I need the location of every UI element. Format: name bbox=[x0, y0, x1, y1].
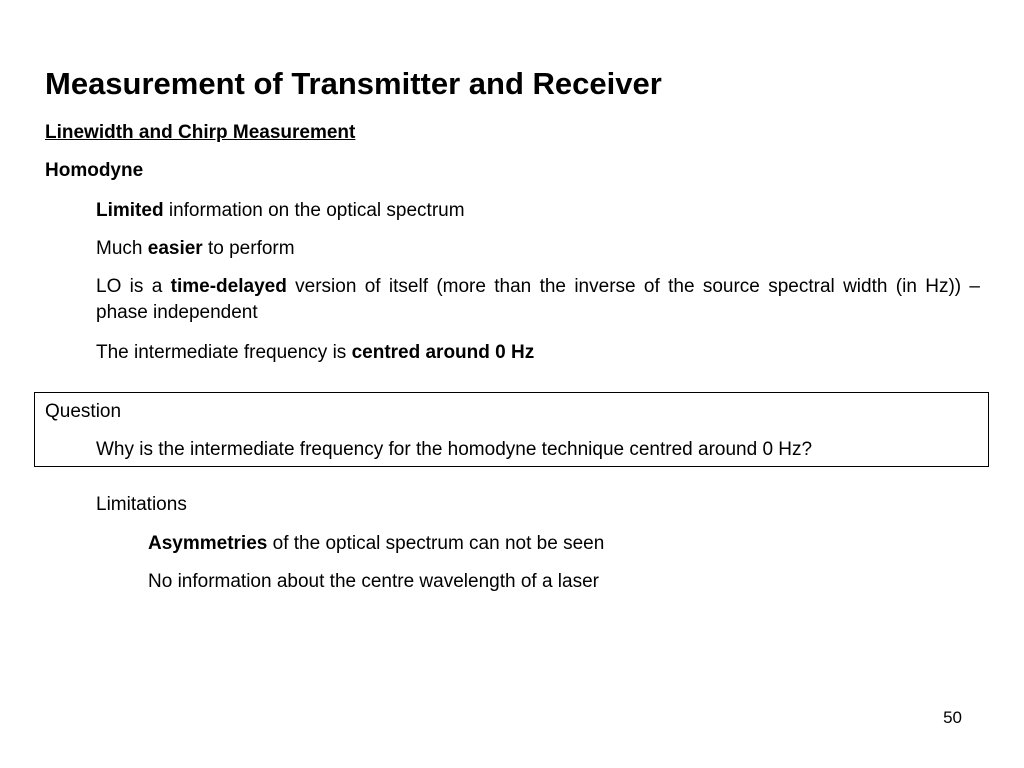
point-bold: Limited bbox=[96, 200, 164, 221]
section-subheading: Linewidth and Chirp Measurement bbox=[45, 122, 356, 143]
slide-title: Measurement of Transmitter and Receiver bbox=[45, 66, 662, 101]
point-text: Much bbox=[96, 238, 148, 259]
point-easier bbox=[96, 236, 295, 262]
point-intermediate-frequency bbox=[96, 340, 534, 366]
point-bold: easier bbox=[147, 238, 203, 259]
point-bold: time-delayed bbox=[170, 276, 287, 297]
point-time-delayed bbox=[96, 274, 980, 326]
point-text: LO is a bbox=[96, 276, 171, 297]
point-limited-info bbox=[96, 198, 465, 224]
point-text: to perform bbox=[202, 238, 295, 259]
point-text: The intermediate frequency is bbox=[96, 342, 352, 363]
point-bold: centred around 0 Hz bbox=[351, 342, 535, 363]
limitations-label: Limitations bbox=[96, 494, 187, 515]
homodyne-heading: Homodyne bbox=[45, 160, 144, 181]
point-text: information on the optical spectrum bbox=[163, 200, 465, 221]
limitation-asymmetries bbox=[148, 531, 604, 557]
limitation-centre-wavelength: No information about the centre wavelength of a laser bbox=[148, 571, 599, 592]
question-text: Why is the intermediate frequency for the homodyne technique centred around 0 Hz? bbox=[96, 439, 813, 460]
limitation-bold: Asymmetries bbox=[148, 533, 268, 554]
point-text: version of itself (more than the inverse of the source spectral width (in Hz)) – phase independent bbox=[96, 276, 980, 323]
question-label: Question bbox=[45, 401, 122, 422]
page-number: 50 bbox=[943, 708, 962, 727]
limitation-text: of the optical spectrum can not be seen bbox=[267, 533, 605, 554]
